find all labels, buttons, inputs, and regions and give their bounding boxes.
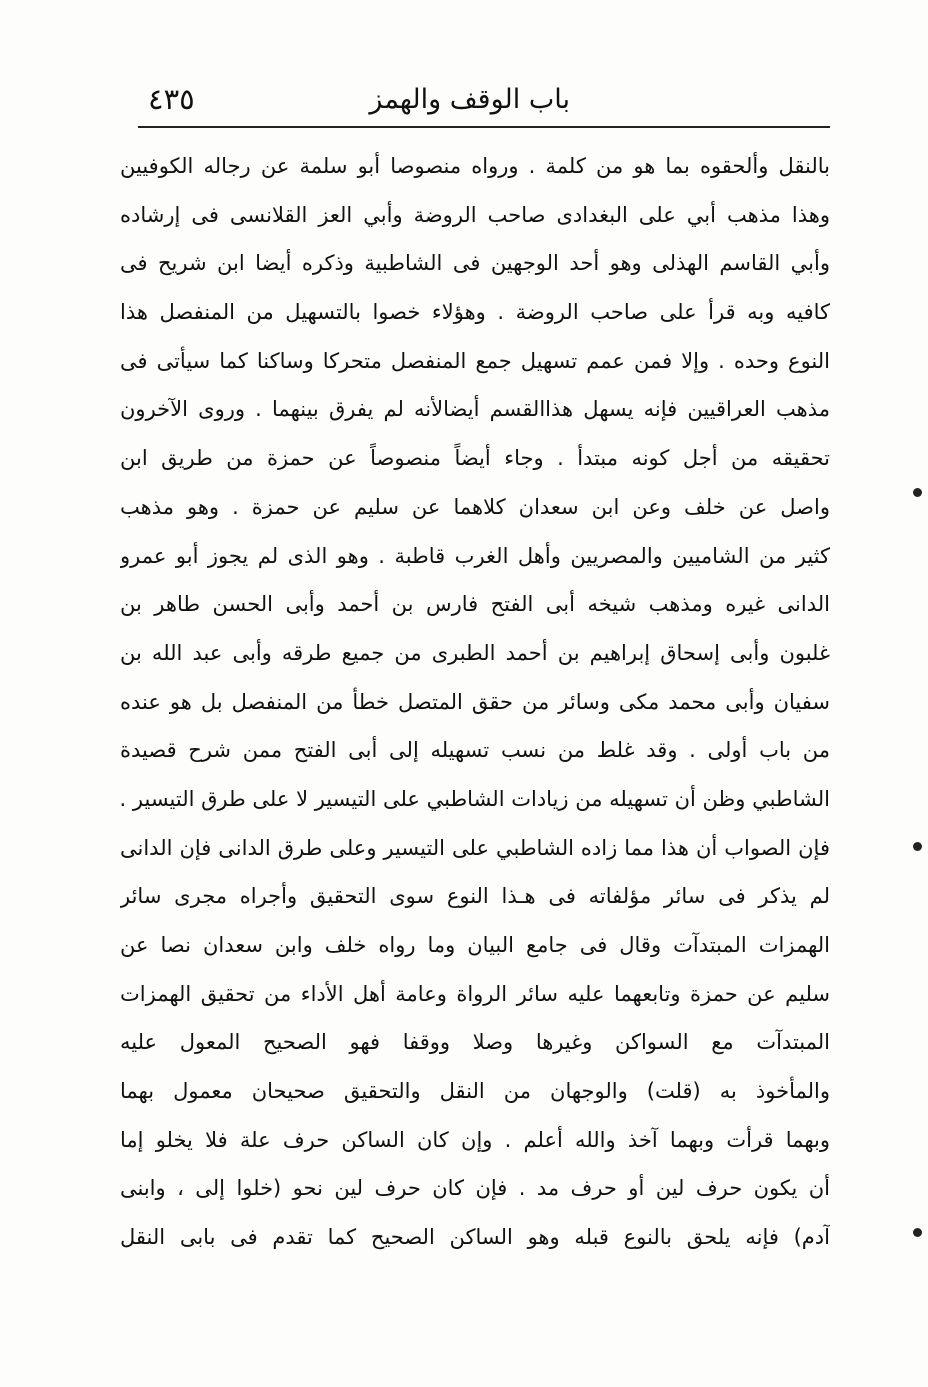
text-line: النوع وحده . وإلا فمن عمم تسهيل جمع المنفصل متحركا وساكنا كما سيأتى فى (120, 348, 830, 373)
text-line: آدم) فإنه يلحق بالنوع قبله وهو الساكن الصحيح كما تقدم فى بابى النقل (120, 1225, 830, 1250)
page-number: ٤٣٥ (148, 82, 195, 116)
page-header (138, 80, 830, 124)
margin-dot-mark (913, 488, 922, 497)
text-line: كافيه وبه قرأ على صاحب الروضة . وهؤلاء خصوا بالتسهيل من المنفصل هذا (120, 300, 830, 325)
text-line: الهمزات المبتدآت وقال فى جامع البيان وما رواه خلف وابن سعدان نصا عن (120, 933, 830, 957)
text-line: وأبي القاسم الهذلى وهو أحد الوجهين فى الشاطبية وذكره أيضا ابن شريح فى (120, 251, 830, 276)
text-line: كثير من الشاميين والمصريين وأهل الغرب قاطبة . وهو الذى لم يجوز أبو عمرو (120, 543, 830, 568)
text-line: مذهب العراقيين فإنه يسهل هذاالقسم أيضالأنه لم يفرق بينهما . وروى الآخرون (120, 397, 830, 422)
text-line: الشاطبي وظن أن تسهيله من زيادات الشاطبي على التيسير لا على طرق التيسير . (120, 786, 830, 811)
text-line: تحقيقه من أجل كونه مبتدأ . وجاء أيضاً منصوصاً عن حمزة من طريق ابن (120, 446, 830, 471)
text-line: سليم عن حمزة وتابعهما عليه سائر الرواة وعامة أهل الأداء من تحقيق الهمزات (120, 981, 830, 1006)
text-line: لم يذكر فى سائر مؤلفاته فى هـذا النوع سوى التحقيق وأجراه مجرى سائر (120, 884, 830, 909)
margin-dot-mark (913, 1228, 922, 1237)
text-line: من باب أولى . وقد غلط من نسب تسهيله إلى أبى الفتح ممن شرح قصيدة (120, 738, 830, 763)
text-line: والمأخوذ به (قلت) والوجهان من النقل والتحقيق صحيحان معمول بهما (120, 1079, 830, 1104)
text-line: غلبون وأبى إسحاق إبراهيم بن أحمد الطبرى من جميع طرقه وأبى عبد الله بن (120, 640, 830, 665)
margin-dot-mark (913, 842, 922, 851)
text-line: المبتدآت مع السواكن وغيرها وصلا ووقفا فهو الصحيح المعول عليه (120, 1030, 830, 1055)
header-rule (138, 126, 830, 128)
text-line: فإن الصواب أن هذا مما زاده الشاطبي على التيسير وعلى طرق الدانى فإن الدانى (120, 835, 830, 860)
text-line: الدانى غيره ومذهب شيخه أبى الفتح فارس بن أحمد وأبى الحسن طاهر بن (120, 592, 830, 617)
text-line: وهذا مذهب أبي على البغدادى صاحب الروضة وأبي العز القلانسى فى إرشاده (120, 202, 830, 227)
text-line: بالنقل وألحقوه بما هو من كلمة . ورواه منصوصا أبو سلمة عن رجاله الكوفيين (120, 154, 830, 178)
body-text (120, 142, 830, 1262)
text-line: أن يكون حرف لين أو حرف مد . فإن كان حرف لين نحو (خلوا إلى ، وابنى (120, 1176, 830, 1201)
text-line: وبهما قرأت وبهما آخذ والله أعلم . وإن كان الساكن حرف علة فلا يخلو إما (120, 1127, 830, 1152)
running-title: باب الوقف والهمز (369, 84, 570, 115)
text-line: واصل عن خلف وعن ابن سعدان كلاهما عن سليم عن حمزة . وهو مذهب (120, 494, 830, 519)
text-line: سفيان وأبى محمد مكى وسائر من حقق المتصل خطأ من المنفصل بل هو عنده (120, 689, 830, 714)
